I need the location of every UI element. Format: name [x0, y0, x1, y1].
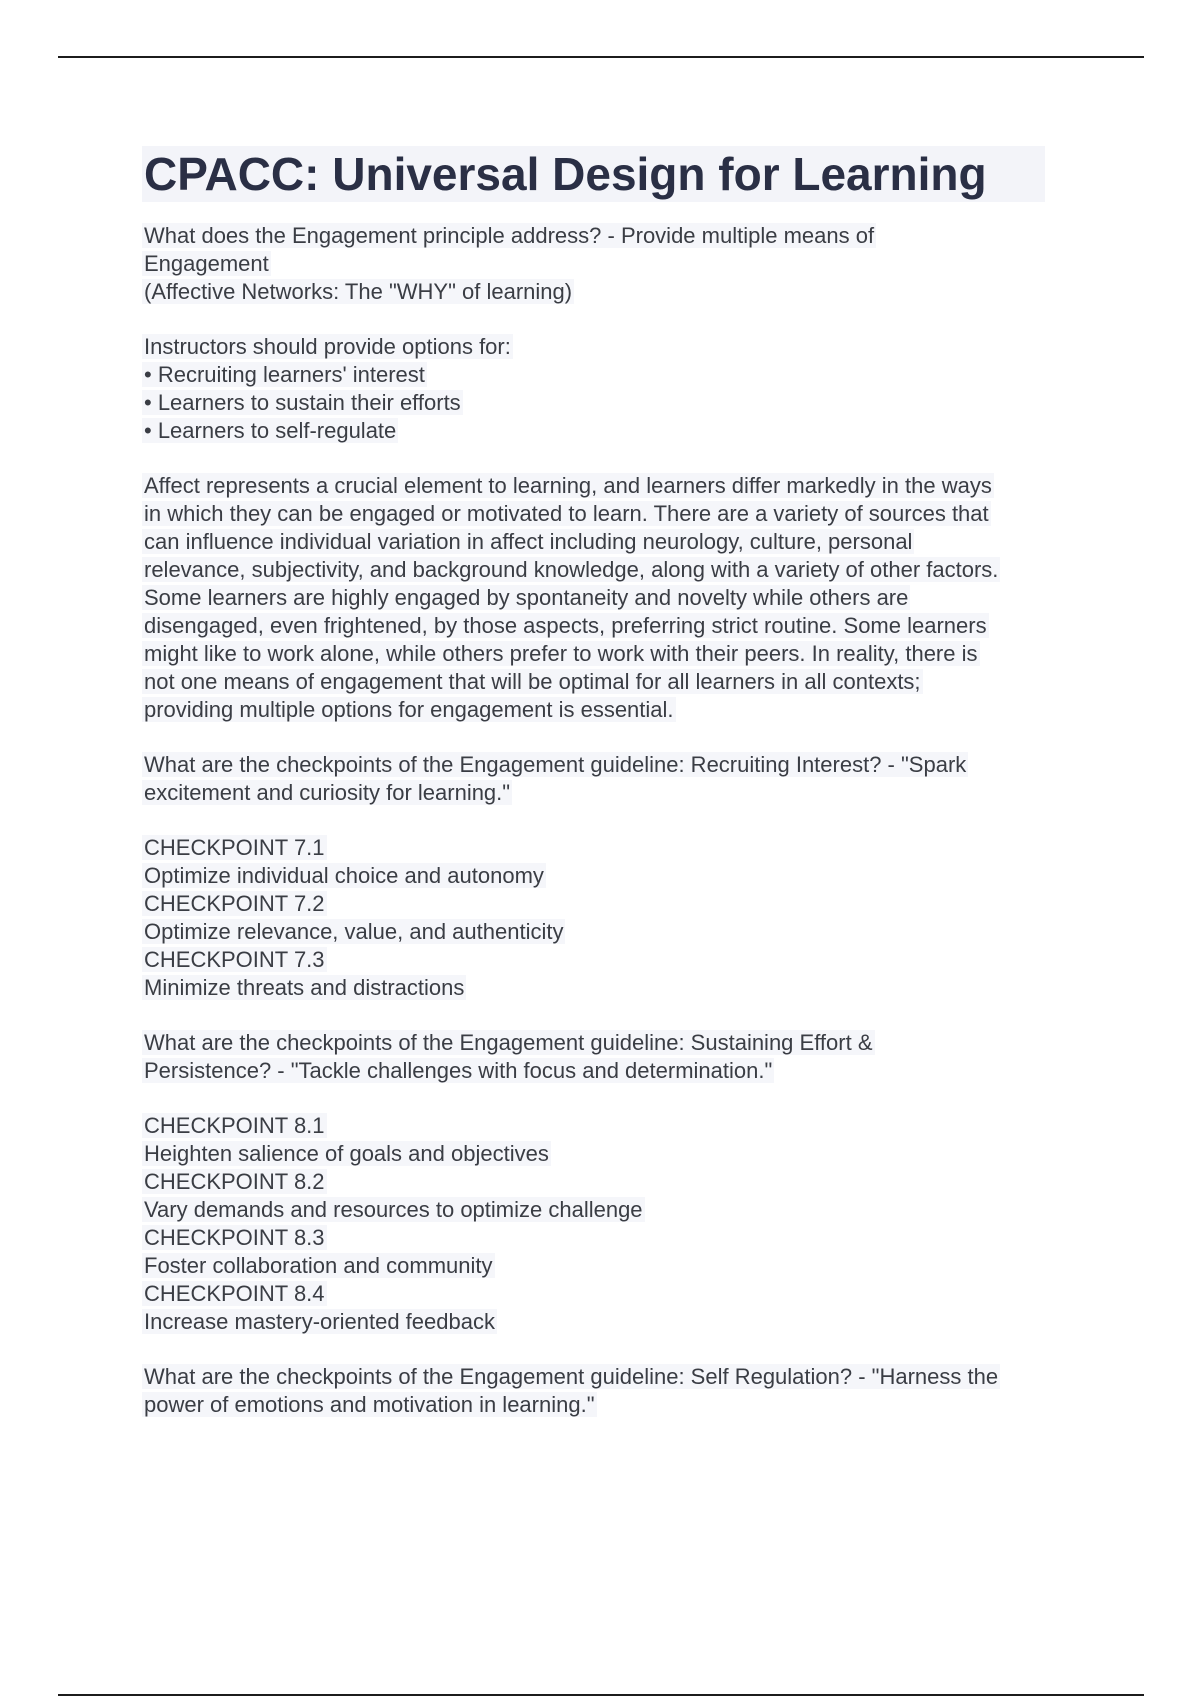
text-line-content: CHECKPOINT 8.2	[144, 1169, 325, 1194]
text-line-content: (Affective Networks: The "WHY" of learning)	[144, 279, 573, 304]
text-line-content: Vary demands and resources to optimize challenge	[144, 1197, 643, 1222]
top-rule	[58, 56, 1144, 58]
text-line-content: not one means of engagement that will be optimal for all learners in all contexts;	[144, 669, 921, 694]
text-line	[142, 500, 1092, 528]
text-line-content: Instructors should provide options for:	[144, 334, 511, 359]
text-line	[142, 556, 1092, 584]
text-line-content: Heighten salience of goals and objectives	[144, 1141, 549, 1166]
text-line-content: CHECKPOINT 8.1	[144, 1113, 325, 1138]
text-line	[142, 1196, 1092, 1224]
text-line	[142, 1280, 1092, 1308]
text-line-content: providing multiple options for engagement is essential.	[144, 697, 674, 722]
text-line-content: • Recruiting learners' interest	[144, 362, 425, 387]
text-line-content: Some learners are highly engaged by spontaneity and novelty while others are	[144, 585, 909, 610]
text-line-content: Affect represents a crucial element to learning, and learners differ markedly in the ways	[144, 473, 992, 498]
text-line	[142, 472, 1092, 500]
text-line	[142, 278, 1092, 306]
text-line-content: Increase mastery-oriented feedback	[144, 1309, 495, 1334]
text-line	[142, 1224, 1092, 1252]
text-line-content: CHECKPOINT 8.4	[144, 1281, 325, 1306]
text-line-content: What are the checkpoints of the Engagement guideline: Recruiting Interest? - "Spark	[144, 752, 967, 777]
text-line-content: CHECKPOINT 7.3	[144, 947, 325, 972]
document-body	[142, 146, 1092, 1446]
paragraph	[142, 1363, 1092, 1419]
text-line-content: power of emotions and motivation in learning."	[144, 1392, 595, 1417]
text-line-content: CHECKPOINT 7.2	[144, 891, 325, 916]
text-line	[142, 389, 1092, 417]
text-line	[142, 862, 1092, 890]
text-line	[142, 333, 1092, 361]
text-line	[142, 946, 1092, 974]
text-line	[142, 640, 1092, 668]
text-line	[142, 1140, 1092, 1168]
document-title: CPACC: Universal Design for Learning	[142, 146, 1045, 202]
text-line-content: Engagement	[144, 251, 269, 276]
text-line	[142, 1168, 1092, 1196]
text-line	[142, 751, 1092, 779]
text-line	[142, 890, 1092, 918]
text-line	[142, 584, 1092, 612]
text-line-content: disengaged, even frightened, by those aspects, preferring strict routine. Some learners	[144, 613, 987, 638]
text-line	[142, 1057, 1092, 1085]
text-line	[142, 250, 1092, 278]
text-line	[142, 528, 1092, 556]
text-line-content: What does the Engagement principle address? - Provide multiple means of	[144, 223, 875, 248]
text-line	[142, 1391, 1092, 1419]
bottom-rule	[58, 1694, 1144, 1696]
text-line-content: Optimize relevance, value, and authenticity	[144, 919, 564, 944]
text-line-content: Minimize threats and distractions	[144, 975, 465, 1000]
text-line-content: What are the checkpoints of the Engagement guideline: Self Regulation? - "Harness the	[144, 1364, 999, 1389]
text-line-content: can influence individual variation in affect including neurology, culture, personal	[144, 529, 913, 554]
text-line-content: Optimize individual choice and autonomy	[144, 863, 544, 888]
document-blocks	[142, 222, 1092, 1419]
paragraph	[142, 1112, 1092, 1336]
text-line-content: CHECKPOINT 8.3	[144, 1225, 325, 1250]
text-line	[142, 1308, 1092, 1336]
text-line-content: What are the checkpoints of the Engagement guideline: Sustaining Effort &	[144, 1030, 873, 1055]
text-line-content: relevance, subjectivity, and background knowledge, along with a variety of other factors.	[144, 557, 999, 582]
text-line-content: • Learners to sustain their efforts	[144, 390, 461, 415]
text-line	[142, 974, 1092, 1002]
text-line	[142, 417, 1092, 445]
text-line-content: Persistence? - "Tackle challenges with focus and determination."	[144, 1058, 773, 1083]
text-line	[142, 1112, 1092, 1140]
text-line	[142, 668, 1092, 696]
paragraph	[142, 333, 1092, 445]
text-line-content: • Learners to self-regulate	[144, 418, 397, 443]
paragraph	[142, 222, 1092, 306]
text-line	[142, 696, 1092, 724]
text-line-content: in which they can be engaged or motivated to learn. There are a variety of sources that	[144, 501, 989, 526]
text-line	[142, 1029, 1092, 1057]
text-line	[142, 612, 1092, 640]
text-line	[142, 918, 1092, 946]
text-line-content: excitement and curiosity for learning."	[144, 780, 511, 805]
text-line	[142, 779, 1092, 807]
text-line-content: CHECKPOINT 7.1	[144, 835, 325, 860]
text-line	[142, 222, 1092, 250]
text-line-content: might like to work alone, while others prefer to work with their peers. In reality, there is	[144, 641, 978, 666]
paragraph	[142, 751, 1092, 807]
paragraph	[142, 1029, 1092, 1085]
paragraph	[142, 472, 1092, 724]
text-line-content: Foster collaboration and community	[144, 1253, 493, 1278]
text-line	[142, 1363, 1092, 1391]
text-line	[142, 834, 1092, 862]
paragraph	[142, 834, 1092, 1002]
text-line	[142, 1252, 1092, 1280]
text-line	[142, 361, 1092, 389]
